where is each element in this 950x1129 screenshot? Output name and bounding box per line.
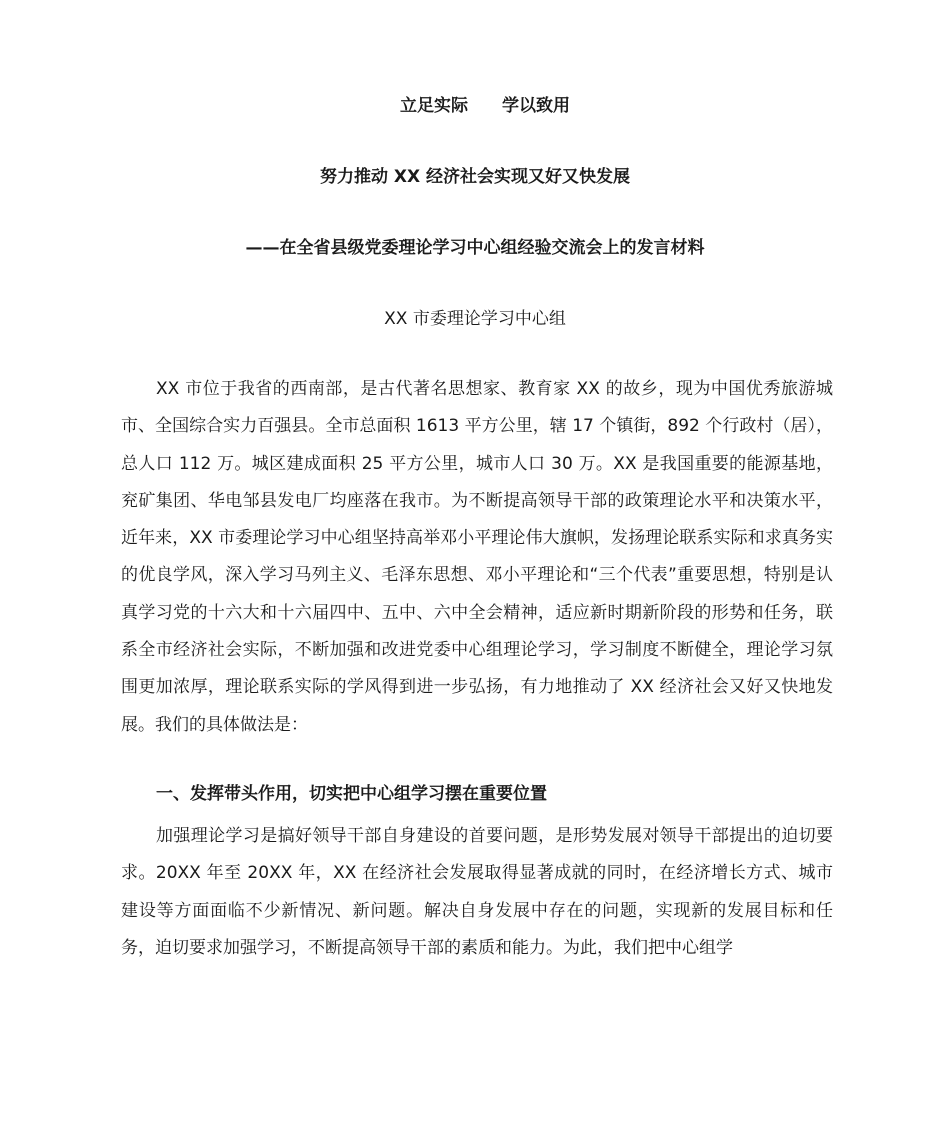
title-line-1 — [0, 94, 950, 118]
title-line-2: 努力推动 XX 经济社会实现又好又快发展 — [319, 167, 631, 187]
body-paragraph-1: XX 市位于我省的西南部，是古代著名思想家、教育家 XX 的故乡，现为中国优秀旅游城市、全国综合实力百强县。全市总面积 1613 平方公里，辖 17 个镇街，892 个行政村（居），总人口 112 万。城区建成面积 25 平方公里，城市人口 30 万。XX 是我国重要的能源基地，兖矿集团、华电邹县发电厂均座落在我市。为不断提高领导干部的政策理论水平和决策水平，近年来，XX 市委理论学习中心组坚持高举邓小平理论伟大旗帜，发扬理论联系实际和求真务实的优良学风，深入学习马列主义、毛泽东思想、邓小平理论和“三个代表”重要思想，特别是认真学习党的十六大和十六届四中、五中、六中全会精神，适应新时期新阶段的形势和任务，联系全市经济社会实际，不断加强和改进党委中心组理论学习，学习制度不断健全，理论学习氛围更加浓厚，理论联系实际的学风得到进一步弘扬，有力地推动了 XX 经济社会又好又快地发展。我们的具体做法是： — [121, 379, 833, 735]
subtitle: ——在全省县级党委理论学习中心组经验交流会上的发言材料 — [245, 238, 705, 258]
title-part-2: 学以致用 — [502, 96, 570, 116]
title-part-1: 立足实际 — [400, 96, 468, 116]
author: XX 市委理论学习中心组 — [384, 309, 566, 329]
section-heading-1: 一、发挥带头作用，切实把中心组学习摆在重要位置 — [156, 784, 547, 804]
body-paragraph-2: 加强理论学习是搞好领导干部自身建设的首要问题，是形势发展对领导干部提出的迫切要求。20XX 年至 20XX 年，XX 在经济社会发展取得显著成就的同时，在经济增长方式、城市建设等方面面临不少新情况、新问题。解决自身发展中存在的问题，实现新的发展目标和任务，迫切要求加强学习，不断提高领导干部的素质和能力。为此，我们把中心组学 — [121, 826, 833, 958]
